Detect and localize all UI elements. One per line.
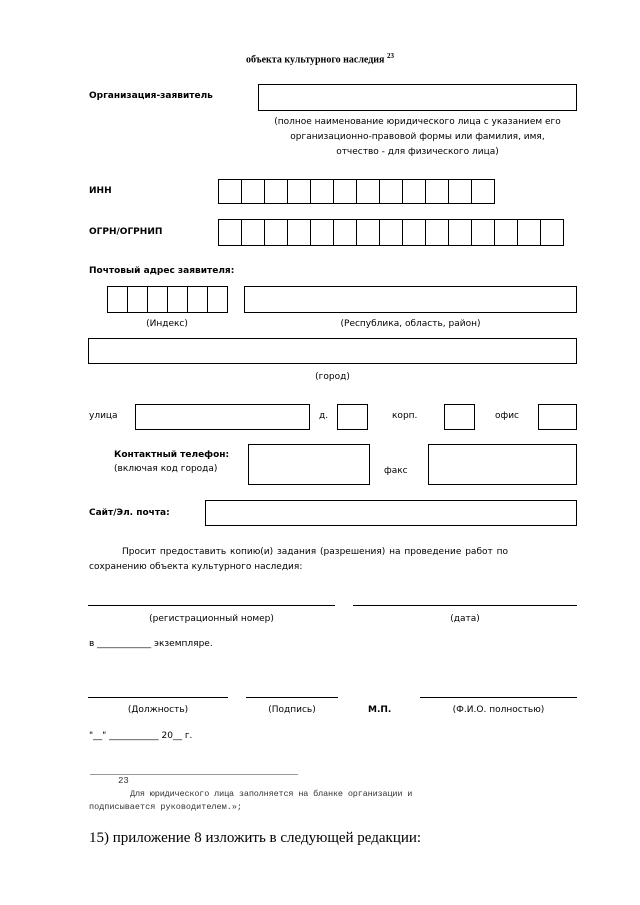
reg-number-line[interactable]: [88, 605, 335, 606]
building-field[interactable]: [444, 404, 475, 430]
index-cell[interactable]: [207, 286, 228, 313]
inn-cell[interactable]: [356, 179, 380, 204]
footnote-reference: 23: [386, 52, 394, 60]
site-email-label: Сайт/Эл. почта:: [89, 508, 170, 518]
index-cell[interactable]: [107, 286, 128, 313]
ogrn-cell[interactable]: [264, 219, 288, 246]
index-cell[interactable]: [187, 286, 208, 313]
inn-cell[interactable]: [379, 179, 403, 204]
inn-cell[interactable]: [310, 179, 334, 204]
form-title: [0, 52, 640, 65]
reg-number-caption: (регистрационный номер): [149, 614, 274, 624]
ogrn-cell[interactable]: [448, 219, 472, 246]
fax-field[interactable]: [428, 444, 577, 485]
phone-hint: (включая код города): [114, 464, 218, 474]
region-field[interactable]: [244, 286, 577, 313]
street-label: улица: [89, 411, 118, 421]
index-cell[interactable]: [167, 286, 188, 313]
position-line[interactable]: [88, 697, 228, 698]
org-name-field[interactable]: [258, 84, 577, 111]
inn-cells[interactable]: [218, 179, 495, 204]
ogrn-cell[interactable]: [494, 219, 518, 246]
site-email-field[interactable]: [205, 500, 577, 526]
request-text-line-1: Просит предоставить копию(и) задания (разрешения) на проведение работ по: [122, 547, 508, 557]
inn-cell[interactable]: [241, 179, 265, 204]
signature-date-line: "__" ___________ 20__ г.: [89, 731, 193, 741]
street-field[interactable]: [135, 404, 310, 430]
ogrn-cell[interactable]: [287, 219, 311, 246]
postal-index-cells[interactable]: [107, 286, 228, 313]
ogrn-cell[interactable]: [425, 219, 449, 246]
index-cell[interactable]: [147, 286, 168, 313]
date-caption: (дата): [450, 614, 480, 624]
inn-cell[interactable]: [448, 179, 472, 204]
ogrn-cell[interactable]: [310, 219, 334, 246]
footnote-line-1: Для юридического лица заполняется на бланке организации и: [130, 789, 413, 799]
region-caption: (Республика, область, район): [340, 319, 481, 329]
org-hint-line-1: (полное наименование юридического лица с указанием его: [274, 117, 561, 127]
ogrn-label: ОГРН/ОГРНИП: [89, 227, 163, 237]
inn-cell[interactable]: [264, 179, 288, 204]
office-field[interactable]: [538, 404, 577, 430]
ogrn-cells[interactable]: [218, 219, 564, 246]
address-title: Почтовый адрес заявителя:: [89, 266, 235, 276]
footnote-number: 23: [118, 776, 129, 786]
ogrn-cell[interactable]: [356, 219, 380, 246]
amendment-text: 15) приложение 8 изложить в следующей редакции:: [89, 830, 422, 846]
request-text-line-2: сохранению объекта культурного наследия:: [89, 562, 303, 572]
phone-field[interactable]: [248, 444, 370, 485]
inn-cell[interactable]: [333, 179, 357, 204]
office-label: офис: [495, 411, 519, 421]
inn-cell[interactable]: [287, 179, 311, 204]
ogrn-cell[interactable]: [333, 219, 357, 246]
inn-cell[interactable]: [471, 179, 495, 204]
signature-line[interactable]: [246, 697, 338, 698]
copies-text: в ____________ экземпляре.: [89, 639, 213, 649]
index-caption: (Индекс): [146, 319, 188, 329]
house-label: д.: [319, 411, 329, 421]
ogrn-cell[interactable]: [218, 219, 242, 246]
date-line[interactable]: [353, 605, 577, 606]
form-title-text: объекта культурного наследия: [246, 54, 385, 66]
ogrn-cell[interactable]: [241, 219, 265, 246]
phone-label: Контактный телефон:: [114, 450, 230, 460]
org-hint-line-3: отчество - для физического лица): [336, 147, 499, 157]
stamp-label: М.П.: [368, 705, 392, 715]
position-caption: (Должность): [127, 705, 189, 715]
ogrn-cell[interactable]: [471, 219, 495, 246]
org-label: Организация-заявитель: [89, 91, 213, 101]
footnote-separator: [90, 774, 298, 775]
ogrn-cell[interactable]: [402, 219, 426, 246]
ogrn-cell[interactable]: [540, 219, 564, 246]
city-field[interactable]: [88, 338, 577, 364]
ogrn-cell[interactable]: [517, 219, 541, 246]
signature-caption: (Подпись): [268, 705, 316, 715]
inn-label: ИНН: [89, 186, 112, 196]
full-name-caption: (Ф.И.О. полностью): [452, 705, 545, 715]
fax-label: факс: [384, 466, 408, 476]
inn-cell[interactable]: [218, 179, 242, 204]
ogrn-cell[interactable]: [379, 219, 403, 246]
inn-cell[interactable]: [402, 179, 426, 204]
city-caption: (город): [315, 372, 350, 382]
inn-cell[interactable]: [425, 179, 449, 204]
full-name-line[interactable]: [420, 697, 577, 698]
org-hint-line-2: организационно-правовой формы или фамилия, имя,: [290, 132, 545, 142]
building-label: корп.: [392, 411, 418, 421]
house-field[interactable]: [337, 404, 368, 430]
index-cell[interactable]: [127, 286, 148, 313]
footnote-line-2: подписывается руководителем.»;: [89, 802, 243, 812]
